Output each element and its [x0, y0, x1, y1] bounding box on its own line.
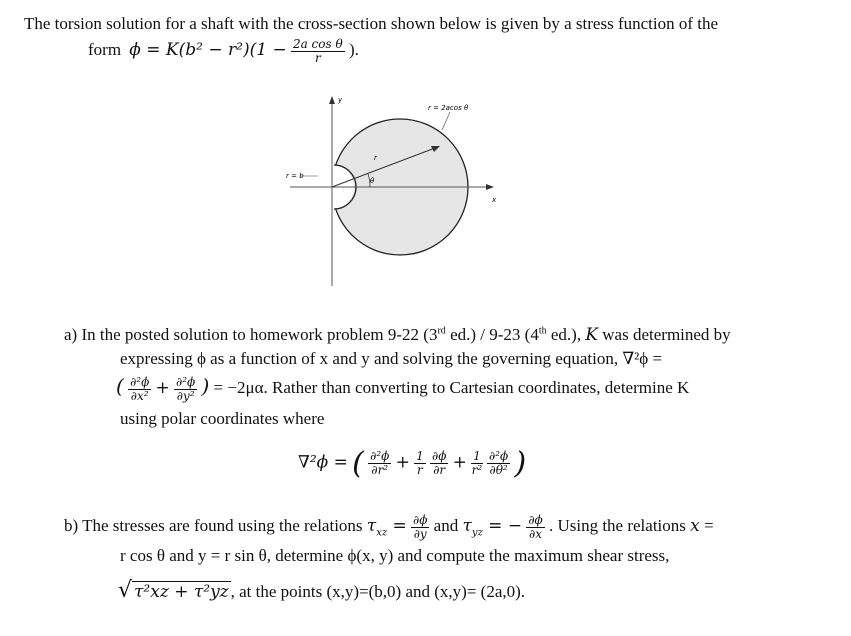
- part-b-line1: b) The stresses are found using the relations $\tau_{xz}$ = $\frac{\partial\phi}{\partial y}$ and $\tau_{yz}$ = − $\frac{\partial\phi}{\partial x}$ . Using the relations x =: [64, 513, 714, 541]
- form-label: form: [88, 40, 122, 59]
- y-arrow-icon: [329, 96, 335, 104]
- part-a-line4: using polar coordinates where: [120, 409, 325, 428]
- close-paren: ).: [348, 40, 359, 59]
- part-b-line2: r cos θ and y = r sin θ, determine ϕ(x, y) and compute the maximum shear stress,: [120, 546, 670, 565]
- cos-fraction: $\frac{\text{2a cos θ}}{r}$: [292, 37, 343, 65]
- theta-label: θ: [370, 177, 375, 185]
- r-eq-2acos-label: r = 2acos θ: [428, 104, 469, 112]
- y-label: y: [338, 96, 343, 104]
- r-eq-b-label: r = b: [286, 172, 304, 180]
- shear-sqrt-expr: τ²xz + τ²yz: [134, 582, 229, 602]
- cross-section-figure: [270, 86, 510, 306]
- leader-2acos: [442, 112, 450, 130]
- governing-rhs: = −2μα. Rather than converting to Cartesian coordinates, determine K: [213, 378, 690, 397]
- intro-line1: The torsion solution for a shaft with the cross-section shown below is given by a stress function of the: [24, 14, 719, 33]
- part-a-line3: ( $\frac{\text{∂²ϕ}}{\text{∂x²}}$ + $\frac{\text{∂²ϕ}}{\text{∂y²}}$ ) = −2μα. Rather than converting to Cartesian coordinates, determine K: [116, 374, 690, 403]
- d2phi-dy2: $\frac{\text{∂²ϕ}}{\text{∂y²}}$: [176, 375, 196, 403]
- r-label: r: [374, 154, 377, 162]
- part-a-line1: a) In the posted solution to homework problem 9-22 (3rd ed.) / 9-23 (4th ed.), K was determined by: [64, 325, 731, 345]
- intro-formula: [88, 38, 359, 64]
- d2phi-dx2: $\frac{\text{∂²ϕ}}{\text{∂x²}}$: [130, 375, 150, 403]
- sqrt-icon: √: [118, 578, 133, 603]
- x-arrow-icon: [486, 184, 494, 190]
- phi-equation: ϕ = K(b² − r²)(1 −: [129, 40, 287, 60]
- part-a-line2: expressing ϕ as a function of x and y and solving the governing equation, ∇²ϕ =: [120, 349, 663, 368]
- polar-laplacian: ∇²ϕ = ( $\frac{\text{∂²ϕ}}{\text{∂r²}}$ + $\frac{1}{r}$ $\frac{\partial\phi}{\partial r}$ + $\frac{1}{\text{r²}}$ $\frac{\text{∂²ϕ}}{\text{∂θ²}}$ ): [298, 446, 527, 481]
- x-label: x: [492, 196, 497, 204]
- part-b-line3: √ τ²xz + τ²yz , at the points (x,y)=(b,0) and (x,y)= (2a,0).: [118, 578, 526, 603]
